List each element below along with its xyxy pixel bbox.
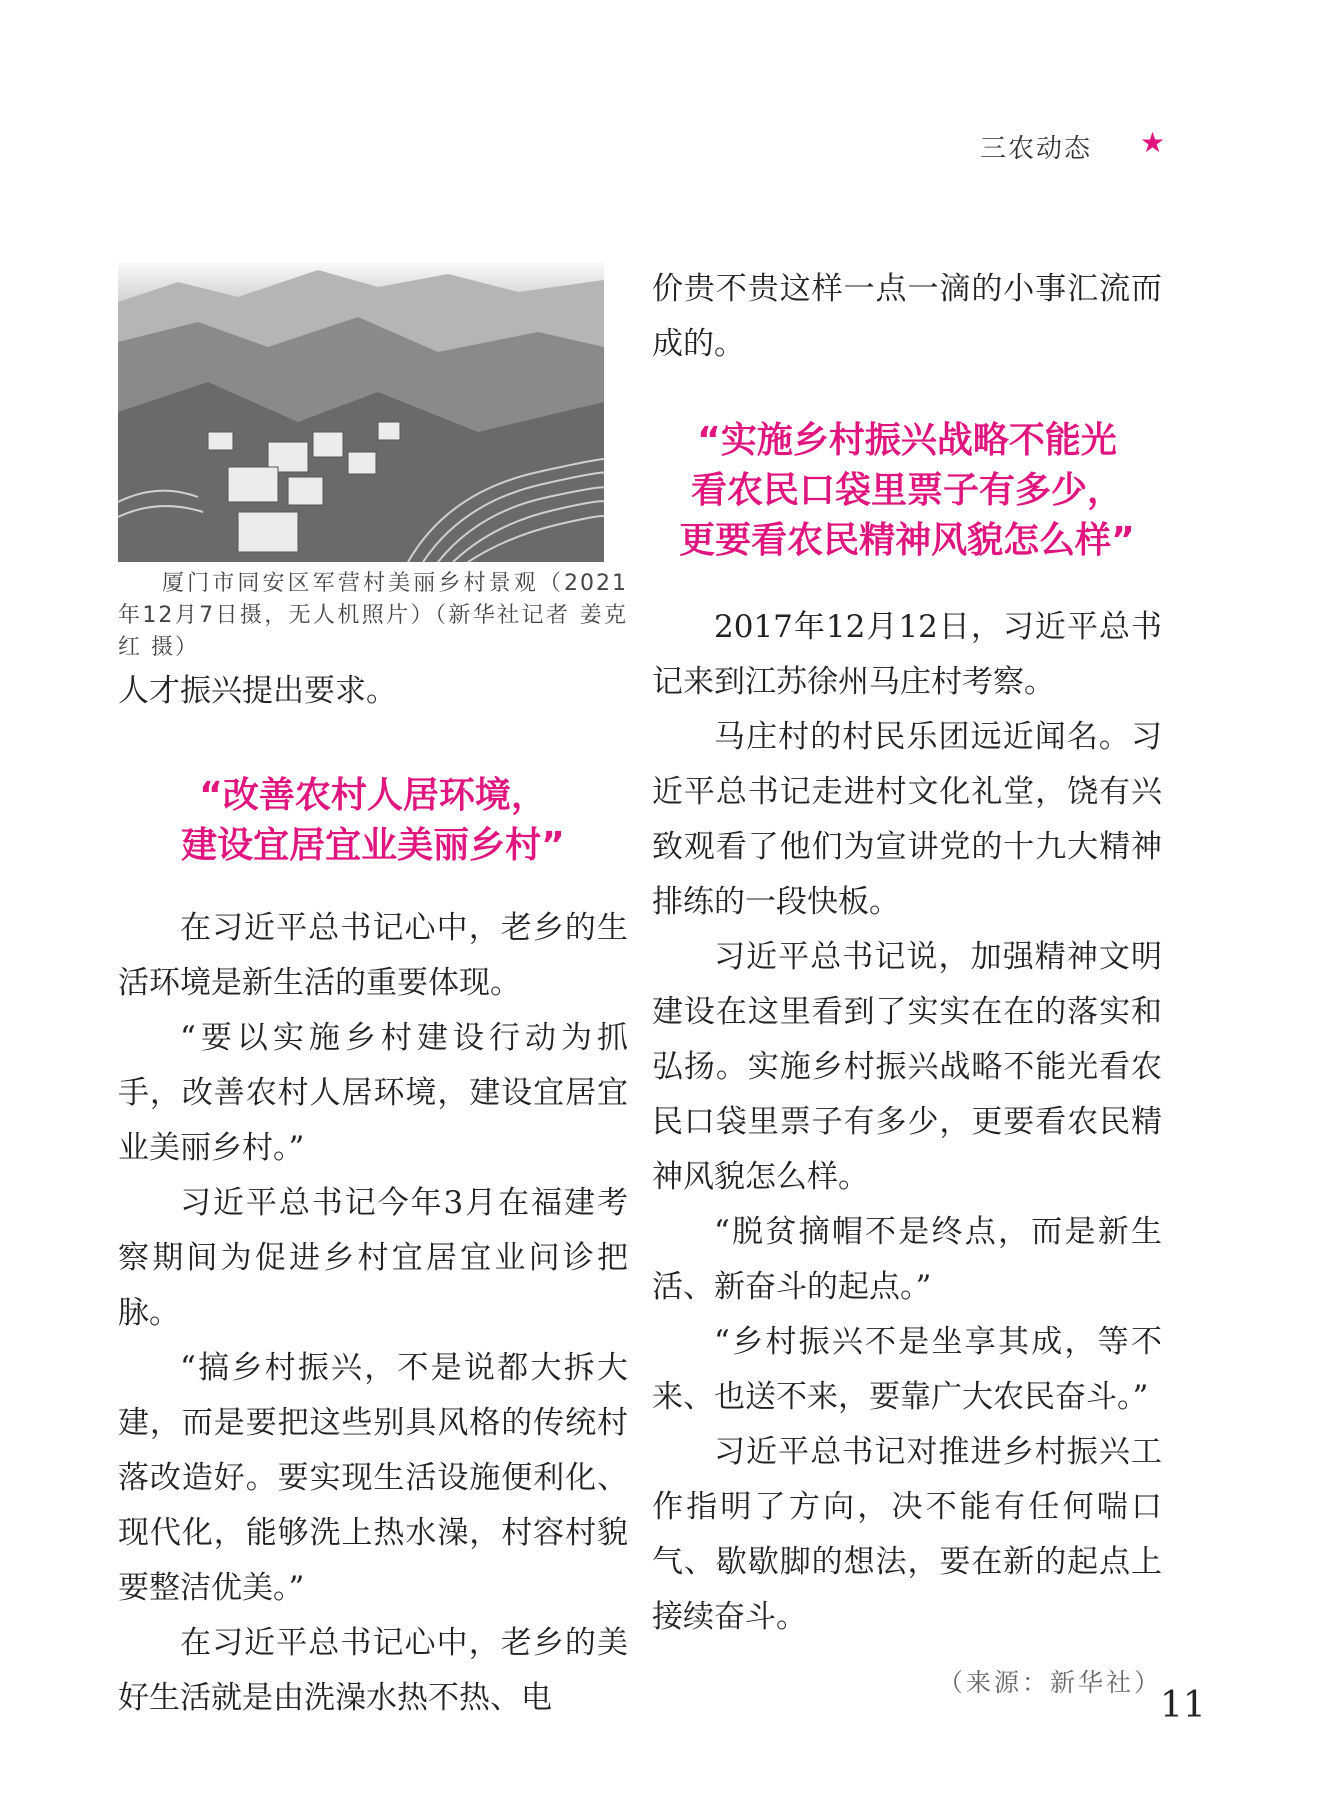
paragraph: 人才振兴提出要求。: [118, 673, 397, 709]
headline-line: 更要看农民精神风貌怎么样”: [679, 520, 1135, 561]
paragraph: 在习近平总书记心中，老乡的美好生活就是由洗澡水热不热、电: [118, 1625, 628, 1716]
section-headline: [118, 771, 628, 871]
running-header: [980, 126, 1168, 165]
section-title: 三农动态: [980, 134, 1093, 164]
section-headline: [652, 416, 1162, 566]
paragraph: 马庄村的村民乐团远近闻名。习近平总书记走进村文化礼堂，饶有兴致观看了他们为宣讲党的十九大精神排练的一段快板。: [652, 719, 1162, 920]
source-credit: （来源：新华社）: [937, 1668, 1162, 1697]
village-photo: [118, 262, 604, 562]
paragraph: “脱贫摘帽不是终点，而是新生活、新奋斗的起点。”: [652, 1214, 1162, 1305]
paragraph: “要以实施乡村建设行动为抓手，改善农村人居环境，建设宜居宜业美丽乡村。”: [118, 1020, 628, 1166]
star-icon: ★: [1140, 126, 1168, 159]
paragraph: “乡村振兴不是坐享其成，等不来、也送不来，要靠广大农民奋斗。”: [652, 1324, 1162, 1415]
photo-caption: 厦门市同安区军营村美丽乡村景观（2021年12月7日摄，无人机照片）（新华社记者 姜克红 摄）: [118, 571, 628, 660]
village-landscape-illustration: [118, 262, 604, 562]
headline-line: 建设宜居宜业美丽乡村”: [181, 825, 565, 866]
headline-line: “实施乡村振兴战略不能光: [697, 420, 1117, 461]
paragraph: 习近平总书记对推进乡村振兴工作指明了方向，决不能有任何喘口气、歇歇脚的想法，要在新的起点上接续奋斗。: [652, 1434, 1162, 1635]
headline-line: “改善农村人居环境，: [199, 775, 547, 816]
paragraph: 价贵不贵这样一点一滴的小事汇流而成的。: [652, 271, 1162, 362]
right-column: [652, 262, 1162, 1710]
page-number: 11: [1160, 1685, 1206, 1726]
paragraph: 习近平总书记说，加强精神文明建设在这里看到了实实在在的落实和弘扬。实施乡村振兴战略不能光看农民口袋里票子有多少，更要看农民精神风貌怎么样。: [652, 939, 1162, 1195]
paragraph: 在习近平总书记心中，老乡的生活环境是新生活的重要体现。: [118, 910, 628, 1001]
paragraph: 2017年12月12日，习近平总书记来到江苏徐州马庄村考察。: [652, 609, 1162, 700]
paragraph: 习近平总书记今年3月在福建考察期间为促进乡村宜居宜业问诊把脉。: [118, 1185, 628, 1331]
paragraph: “搞乡村振兴，不是说都大拆大建，而是要把这些别具风格的传统村落改造好。要实现生活设施便利化、现代化，能够洗上热水澡，村容村貌要整洁优美。”: [118, 1350, 628, 1606]
headline-line: 看农民口袋里票子有多少，: [690, 470, 1123, 511]
left-column: [118, 262, 628, 1726]
